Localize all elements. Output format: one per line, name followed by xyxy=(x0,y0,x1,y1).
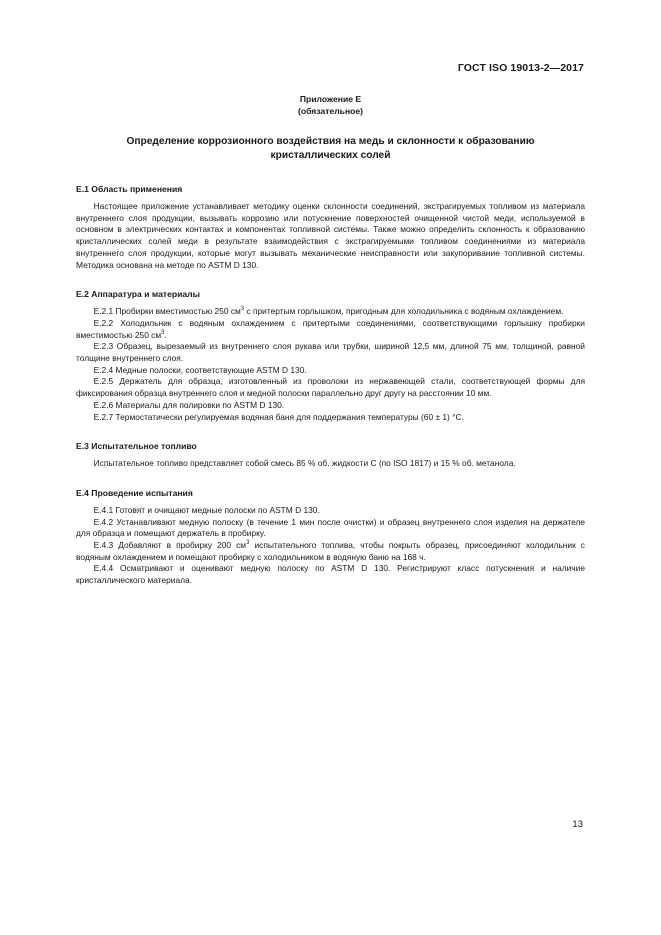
section-heading-e2: Е.2 Аппаратура и материалы xyxy=(76,289,200,300)
paragraph-e2-2-text: Е.2.2 Холодильник с водяным охлаждением с притертыми соединениями, соответствующими горлышку пробирки вместимостью 250 см xyxy=(76,317,585,340)
paragraph-e4-1: Е.4.1 Готовят и очищают медные полоски по ASTM D 130. xyxy=(93,504,320,515)
paragraph-e2-2-text-end: . xyxy=(164,329,167,340)
paragraph-e2-2 xyxy=(76,318,585,341)
superscript-cubed: 3 xyxy=(240,306,245,313)
paragraph-e2-1-text: Е.2.1 Пробирки вместимостью 250 см xyxy=(93,306,241,317)
paragraph-e1-1: Настоящее приложение устанавливает методику оценки склонности соединений, экстрагируемых топливом из материала внутреннего слоя продукции, вызывать коррозию или потускнение поверхностей очищенной чистой меди, используемой в основном в электрических контактах и компонентах топливной системы. Также можно определить склонность к образованию кристаллических солей меди в результате взаимодействия с экстрагируемыми топливом соединениями из материала внутреннего слоя продукции, которые могут вызывать механические неисправности или закупоривание топливной системы. Методика основана на методе по ASTM D 130. xyxy=(76,201,585,270)
paragraph-e2-4: Е.2.4 Медные полоски, соответствующие ASTM D 130. xyxy=(93,364,307,375)
document-code: ГОСТ ISO 19013-2—2017 xyxy=(457,62,584,74)
paragraph-e2-1-text-end: с притертым горлышком, пригодным для холодильника с водяным охлаждением. xyxy=(244,306,564,317)
annex-status: (обязательное) xyxy=(297,106,364,116)
superscript-cubed: 3 xyxy=(161,329,165,336)
section-heading-e4: Е.4 Проведение испытания xyxy=(76,487,193,498)
annex-title xyxy=(76,135,585,162)
paragraph-e3-1: Испытательное топливо представляет собой смесь 85 % об. жидкости С (по ISO 1817) и 15 % об. метанола. xyxy=(93,458,516,469)
section-heading-e1: Е.1 Область применения xyxy=(76,184,183,194)
paragraph-e2-6: Е.2.6 Материалы для полировки по ASTM D 130. xyxy=(93,399,285,410)
paragraph-e4-3-text: Е.4.3 Добавляют в пробирку 200 см xyxy=(93,540,247,551)
page-content xyxy=(76,93,585,587)
page-number: 13 xyxy=(572,819,583,830)
paragraph-e2-1 xyxy=(76,306,585,318)
annex-heading xyxy=(76,93,585,117)
paragraph-e2-7: Е.2.7 Термостатически регулируемая водяная баня для поддержания температуры (60 ± 1) °С. xyxy=(93,411,464,422)
annex-title-line-2: кристаллических солей xyxy=(270,149,391,161)
section-heading-e3: Е.3 Испытательное топливо xyxy=(76,441,197,452)
annex-title-line-1: Определение коррозионного воздействия на медь и склонности к образованию xyxy=(126,136,535,147)
paragraph-e4-4: Е.4.4 Осматривают и оценивают медную полоску по ASTM D 130. Регистрируют класс потускнения и наличие кристаллического материала. xyxy=(76,563,585,586)
paragraph-e2-5: Е.2.5 Держатель для образца, изготовленный из проволоки из нержавеющей стали, соответствующей формы для фиксирования образца внутреннего слоя и медной полоски параллельно друг другу на расстоянии 10 мм. xyxy=(76,376,585,399)
paragraph-e2-3: Е.2.3 Образец, вырезаемый из внутреннего слоя рукава или трубки, шириной 12,5 мм, длиной 75 мм, толщиной, равной толщине внутреннего слоя. xyxy=(76,341,585,364)
paragraph-e4-3-text-end: испытательного топлива, чтобы покрыть образец, присоединяют холодильник с водяным охлаждением и помещают пробирку с холодильником в водяную баню на 168 ч. xyxy=(76,540,585,562)
superscript-cubed: 3 xyxy=(246,540,250,547)
paragraph-e4-3 xyxy=(76,540,585,563)
paragraph-e4-2: Е.4.2 Устанавливают медную полоску (в течение 1 мин после очистки) и образец внутреннего слоя изделия на держателе для образца и помещают держатель в пробирку. xyxy=(76,516,585,539)
annex-label: Приложение Е xyxy=(299,94,362,104)
